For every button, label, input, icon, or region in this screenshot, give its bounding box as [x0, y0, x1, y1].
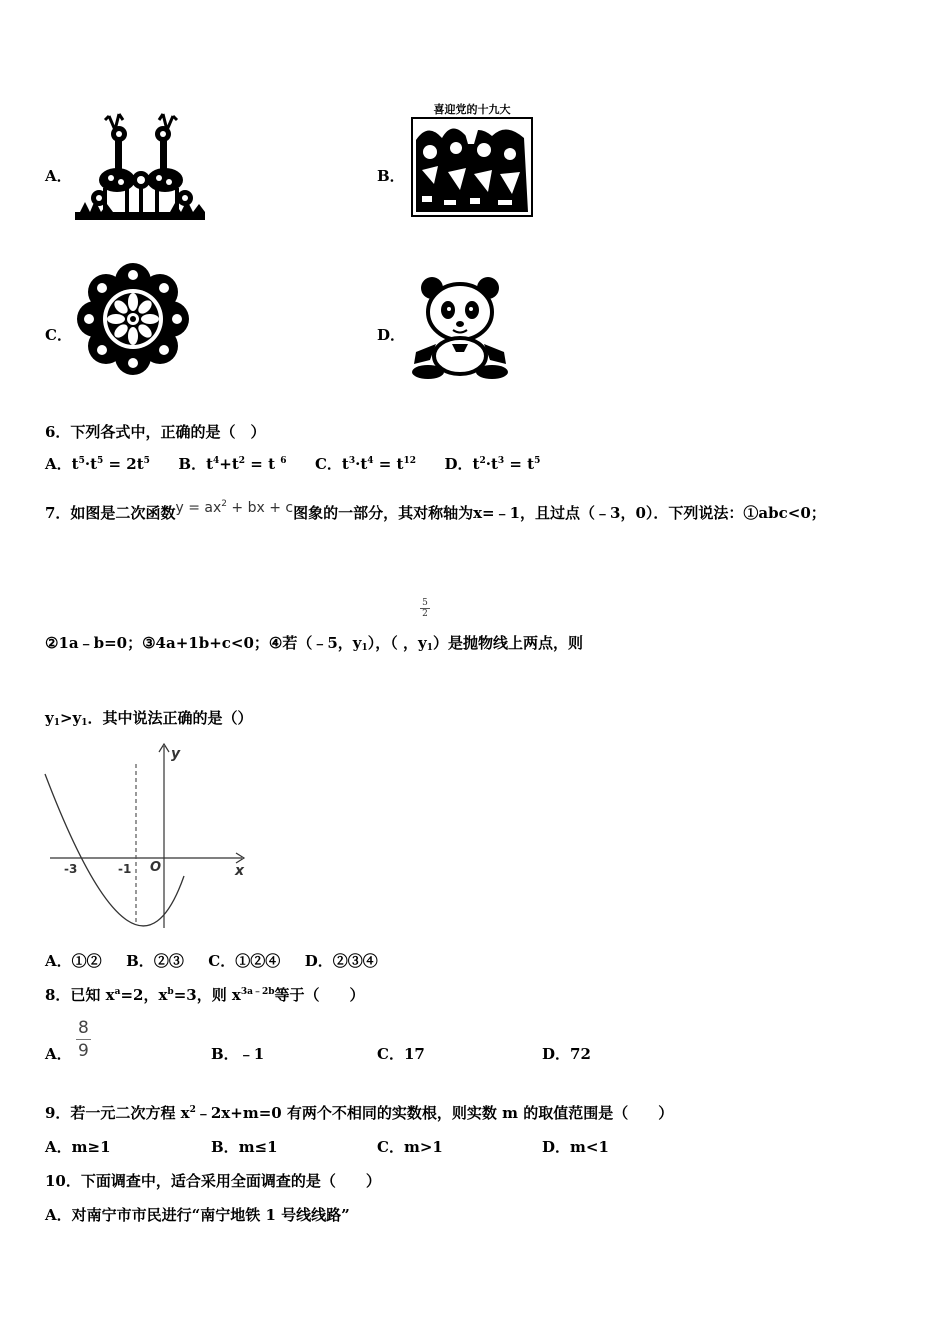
q7-option-c[interactable]: C．①②④ [208, 952, 281, 970]
q6-stem: 6．下列各式中，正确的是（ ） [45, 423, 266, 441]
q7-statements-line: ②1a﹣b=0；③4a+1b+c<0；④若（﹣5，$y_1$），（ ，$y_1$）是抛物线上两点，则 [45, 634, 584, 653]
q10-stem: 10．下面调查中，适合采用全面调查的是（ ） [45, 1172, 381, 1190]
q7-options [45, 950, 378, 971]
flower-papercut-image [72, 258, 194, 380]
q7-conclusion-line: $y_1>y_1$．其中说法正确的是（） [45, 709, 253, 728]
q9-stem: 9．若一元二次方程 $x^2﹣2x+m=0$ 有两个不相同的实数根，则实数 m 的取值范围是（ ） [45, 1104, 674, 1122]
q9-option-b[interactable]: B．m≤1 [211, 1138, 278, 1156]
party-congress-papercut-image [408, 100, 536, 220]
q8-option-a[interactable]: A． [45, 1045, 72, 1063]
q7-fraction: 5 2 [420, 598, 430, 619]
q6-option-c[interactable]: C．$t^3\cdot t^4 = t^{12}$ [314, 455, 417, 473]
tick-label-neg1: -1 [118, 862, 132, 876]
q6-options [45, 453, 540, 474]
y-axis-label: y [171, 746, 181, 762]
q9-option-a[interactable]: A．m≥1 [45, 1138, 111, 1156]
q7-function-formula: $y = ax^2$ + bx + c [175, 499, 294, 516]
q8-stem: 8．已知 $x^a=2$，$x^b=3$，则 $x^{3a﹣2b}$等于（ ） [45, 986, 365, 1004]
tick-label-neg3: -3 [64, 862, 78, 876]
q5-option-d-label[interactable]: D． [377, 326, 406, 344]
q9-option-c[interactable]: C．m>1 [377, 1138, 443, 1156]
q8-option-d[interactable]: D．72 [542, 1045, 591, 1063]
origin-label: O [150, 860, 162, 875]
q9-option-d[interactable]: D．m<1 [542, 1138, 609, 1156]
panda-papercut-image [408, 272, 513, 380]
q7-option-d[interactable]: D．②③④ [304, 952, 378, 970]
q6-option-b[interactable]: B．$t^4+t^2 = t$ $^6$ [178, 455, 287, 473]
q5-option-a-label[interactable]: A． [45, 167, 72, 185]
q8-option-a-fraction: $\frac{8}{9}$ [78, 1018, 89, 1061]
q6-option-d[interactable]: D．$t^2\cdot t^3 = t^5$ [444, 455, 541, 473]
q6-option-a[interactable]: A．$t^5\cdot t^5 = 2t^5$ [45, 455, 150, 473]
q7-stem: 7．如图是二次函数$y = ax^2$ + bx + c图象的一部分，其对称轴为x=﹣1，且过点（﹣3，0）．下列说法：①abc<0； [45, 499, 826, 522]
x-axis-label: x [235, 863, 245, 879]
parabola-graph [40, 740, 255, 935]
q8-option-c[interactable]: C．17 [377, 1045, 425, 1063]
papercut-b-caption: 喜迎党的十九大 [433, 103, 511, 116]
q8-option-b[interactable]: B．﹣1 [211, 1045, 265, 1063]
q7-option-a[interactable]: A．①② [45, 952, 102, 970]
q5-option-c-label[interactable]: C． [45, 326, 72, 344]
deer-papercut-image [75, 108, 210, 223]
q7-option-b[interactable]: B．②③ [126, 952, 184, 970]
parabola-curve [45, 774, 184, 926]
q5-option-b-label[interactable]: B． [377, 167, 405, 185]
q10-option-a[interactable]: A．对南宁市市民进行“南宁地铁 1 号线线路” [45, 1206, 350, 1224]
